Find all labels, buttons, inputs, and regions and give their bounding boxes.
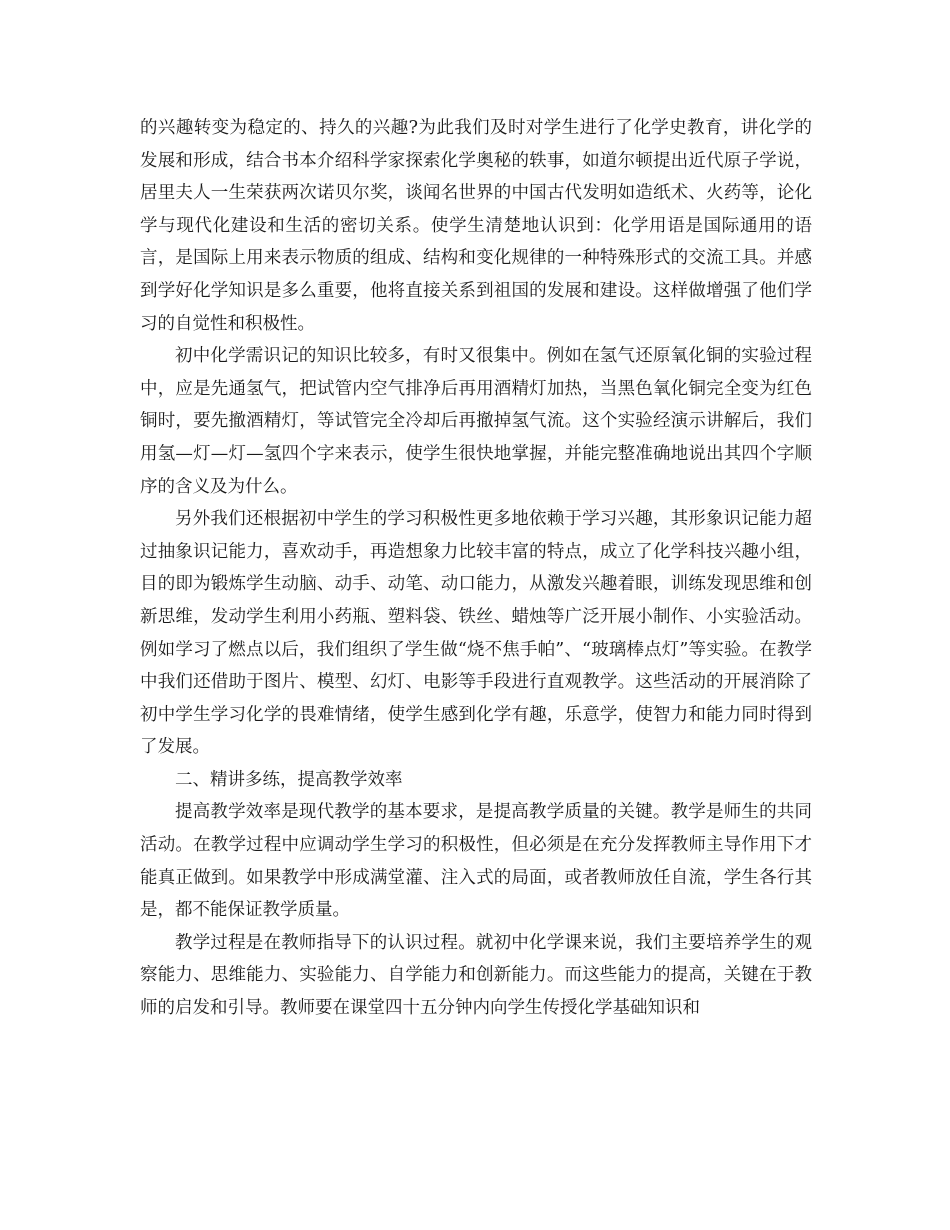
paragraph: 另外我们还根据初中学生的学习积极性更多地依赖于学习兴趣，其形象识记能力超过抽象识记能力，喜欢动手，再造想象力比较丰富的特点，成立了化学科技兴趣小组，目的即为锻炼学生动脑、动手、动笔、动口能力，从激发兴趣着眼，训练发现思维和创新思维，发动学生利用小药瓶、塑料袋、铁丝、蜡烛等广泛开展小制作、小实验活动。例如学习了燃点以后，我们组织了学生做“烧不焦手帕”、“玻璃棒点灯”等实验。在教学中我们还借助于图片、模型、幻灯、电影等手段进行直观教学。这些活动的开展消除了初中学生学习化学的畏难情绪，使学生感到化学有趣，乐意学，使智力和能力同时得到了发展。 — [140, 509, 812, 758]
section-heading: 二、精讲多练，提高教学效率 — [175, 769, 403, 790]
paragraph: 提高教学效率是现代教学的基本要求，是提高教学质量的关键。教学是师生的共同活动。在教学过程中应调动学生学习的积极性，但必须是在充分发挥教师主导作用下才能真正做到。如果教学中形成满堂灌、注入式的局面，或者教师放任自流，学生各行其是，都不能保证教学质量。 — [140, 802, 812, 921]
document-body — [140, 112, 812, 1025]
paragraph-continuation: 的兴趣转变为稳定的、持久的兴趣?为此我们及时对学生进行了化学史教育，讲化学的发展和形成，结合书本介绍科学家探索化学奥秘的轶事，如道尔顿提出近代原子学说，居里夫人一生荣获两次诺贝尔奖，谈闻名世界的中国古代发明如造纸术、火药等，论化学与现代化建设和生活的密切关系。使学生清楚地认识到：化学用语是国际通用的语言，是国际上用来表示物质的组成、结构和变化规律的一种特殊形式的交流工具。并感到学好化学知识是多么重要，他将直接关系到祖国的发展和建设。这样做增强了他们学习的自觉性和积极性。 — [140, 118, 812, 334]
paragraph: 教学过程是在教师指导下的认识过程。就初中化学课来说，我们主要培养学生的观察能力、思维能力、实验能力、自学能力和创新能力。而这些能力的提高，关键在于教师的启发和引导。教师要在课堂四十五分钟内向学生传授化学基础知识和 — [140, 932, 812, 1019]
paragraph: 初中化学需识记的知识比较多，有时又很集中。例如在氢气还原氧化铜的实验过程中，应是先通氢气，把试管内空气排净后再用酒精灯加热，当黑色氧化铜完全变为红色铜时，要先撤酒精灯，等试管完全冷却后再撤掉氢气流。这个实验经演示讲解后，我们用氢—灯—灯—氢四个字来表示，使学生很快地掌握，并能完整准确地说出其四个字顺序的含义及为什么。 — [140, 346, 812, 497]
